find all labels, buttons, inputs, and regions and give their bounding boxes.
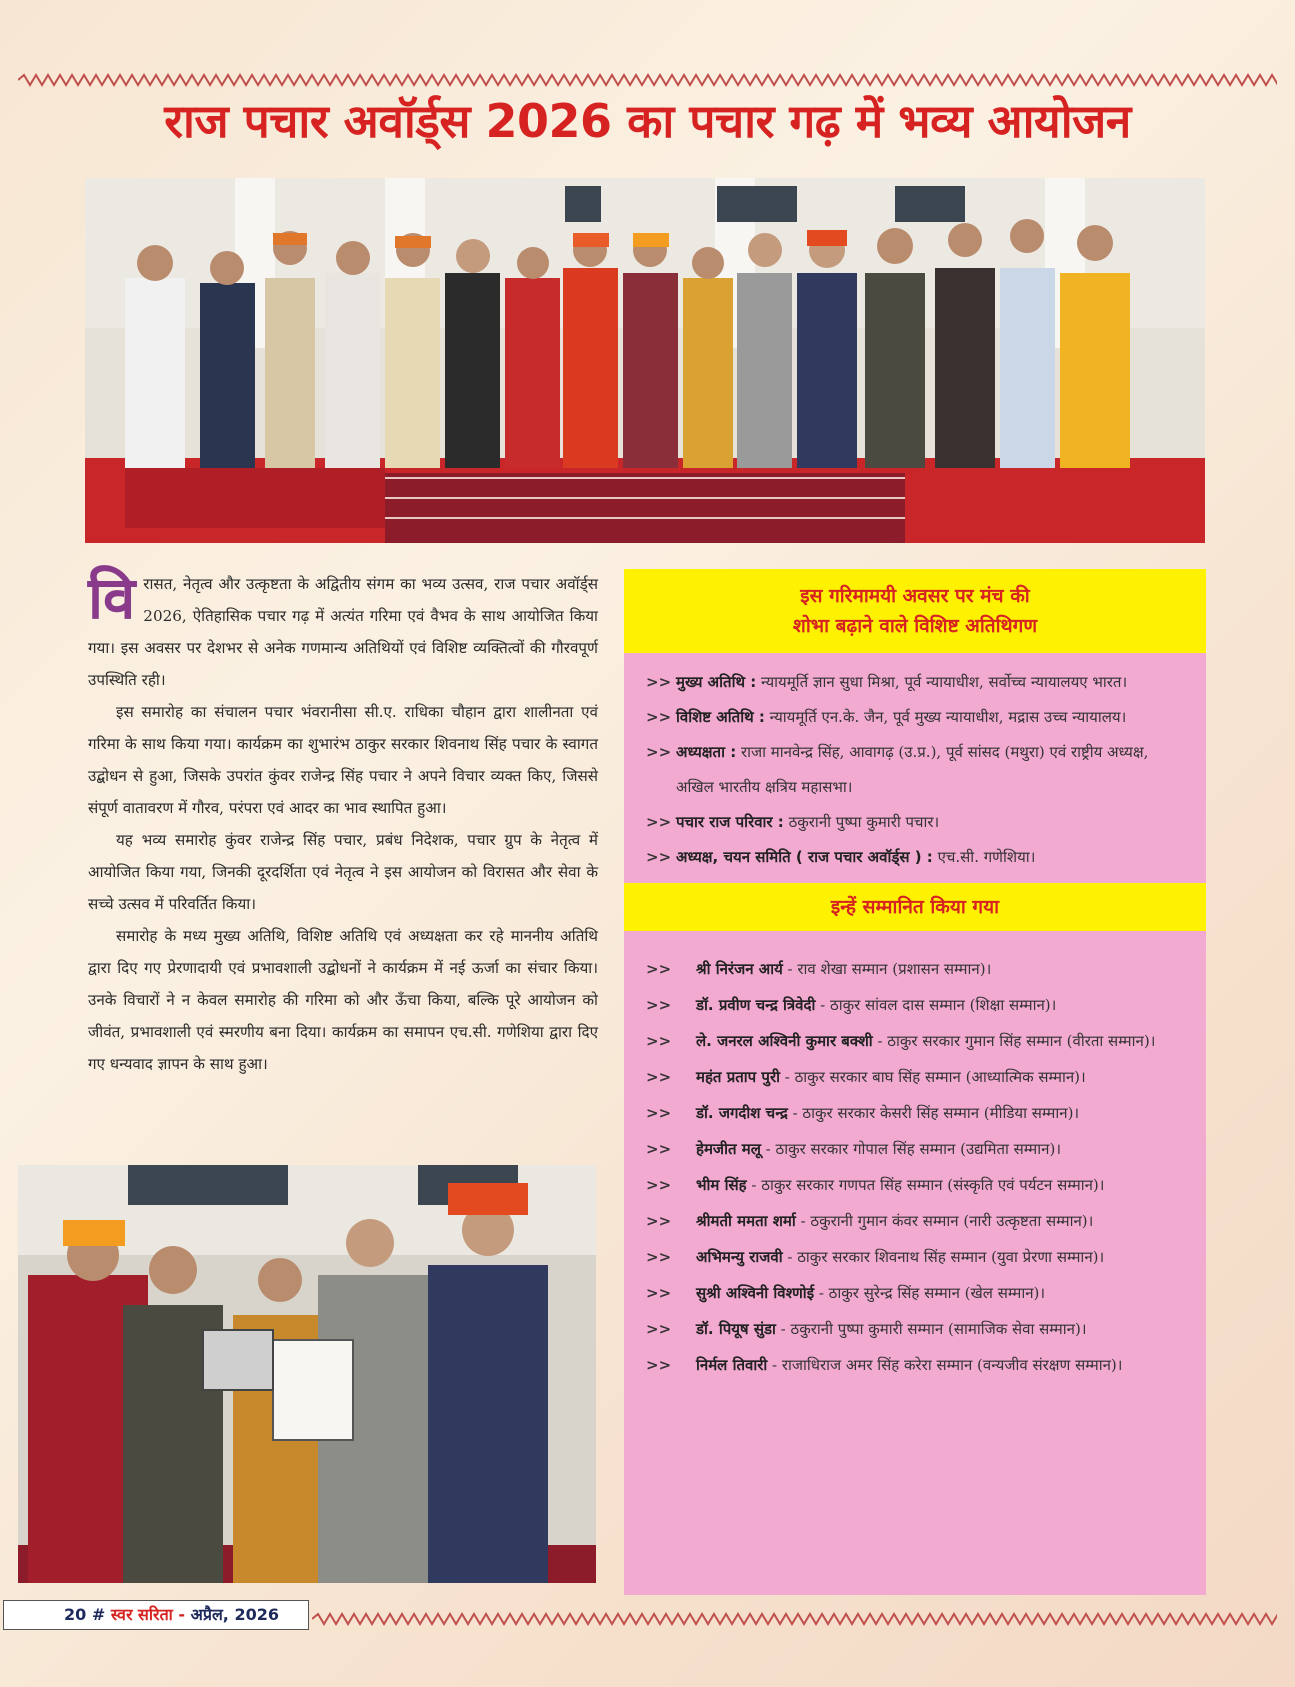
list-item: >> डॉ. प्रवीण चन्द्र त्रिवेदी - ठाकुर सांवल दास सम्मान (शिक्षा सम्मान)। [646,996,1057,1014]
issue-date: अप्रैल, 2026 [190,1605,279,1624]
article-paragraph-1: विरासत, नेतृत्व और उत्कृष्टता के अद्वितीय संगम का भव्य उत्सव, राज पचार अवॉर्ड्स 2026, ऐतिहासिक पचार गढ़ में अत्यंत गरिमा एवं वैभव के साथ आयोजित किया गया। इस अवसर पर देशभर से अनेक गणमान्य अतिथियों एवं विशिष्ट व्यक्तित्वों की गौरवपूर्ण उपस्थिति रही। [88,564,598,689]
article-paragraph-4: समारोह के मध्य मुख्य अतिथि, विशिष्ट अतिथि एवं अध्यक्षता कर रहे माननीय अतिथि द्वारा दिए गए प्रेरणादायी एवं प्रभावशाली उद्बोधनों ने कार्यक्रम में नई ऊर्जा का संचार किया। उनके विचारों ने न केवल समारोह की गरिमा को और ऊँचा किया, बल्कि पूरे आयोजन को जीवंत, प्रभावशाली एवं स्मरणीय बना दिया। कार्यक्रम का समापन एच.सी. गणेशिया द्वारा दिए गए धन्यवाद ज्ञापन के साथ हुआ। [88,927,598,1073]
list-item: >> महंत प्रताप पुरी - ठाकुर सरकार बाघ सिंह सम्मान (आध्यात्मिक सम्मान)। [646,1068,1086,1086]
article-paragraph-3: यह भव्य समारोह कुंवर राजेन्द्र सिंह पचार, प्रबंध निदेशक, पचार ग्रुप के नेतृत्व में आयोजित किया गया, जिनकी दूरदर्शिता एवं नेतृत्व ने इस आयोजन को विरासत और सेवा के सच्चे उत्सव में परिवर्तित किया। [88,831,598,913]
list-item: >> भीम सिंह - ठाकुर सरकार गणपत सिंह सम्मान (संस्कृति एवं पर्यटन सम्मान)। [646,1176,1105,1194]
honors-heading: इन्हें सम्मानित किया गया [624,883,1206,931]
page-headline: राज पचार अवॉर्ड्स 2026 का पचार गढ़ में भव्य आयोजन [164,94,1131,148]
list-item: >> मुख्य अतिथि : न्यायमूर्ति ज्ञान सुधा मिश्रा, पूर्व न्यायाधीश, सर्वोच्च न्यायालयए भारत। [646,673,1128,691]
article-body [88,564,598,1080]
award-ceremony-photo [18,1165,596,1583]
list-item: >> ले. जनरल अश्विनी कुमार बक्शी - ठाकुर सरकार गुमान सिंह सम्मान (वीरता सम्मान)। [646,1032,1156,1050]
list-item: >> अभिमन्यु राजवी - ठाकुर सरकार शिवनाथ सिंह सम्मान (युवा प्रेरणा सम्मान)। [646,1248,1105,1266]
list-item: >> विशिष्ट अतिथि : न्यायमूर्ति एन.के. जैन, पूर्व मुख्य न्यायाधीश, मद्रास उच्च न्यायालय। [646,708,1127,726]
list-item: >> श्री निरंजन आर्य - राव शेखा सम्मान (प्रशासन सम्मान)। [646,960,992,978]
list-item: >> हेमजीत मलू - ठाकुर सरकार गोपाल सिंह सम्मान (उद्यमिता सम्मान)। [646,1140,1062,1158]
honors-list [624,931,1206,1393]
article-paragraph-2: इस समारोह का संचालन पचार भंवरानीसा सी.ए. राधिका चौहान द्वारा शालीनता एवं गरिमा के साथ किया गया। कार्यक्रम का शुभारंभ ठाकुर सरकार शिवनाथ सिंह पचार के स्वागत उद्बोधन से हुआ, जिसके उपरांत कुंवर राजेन्द्र सिंह पचार ने अपने विचार व्यक्त किए, जिससे संपूर्ण वातावरण में गौरव, परंपरा एवं आदर का भाव स्थापित हुआ। [88,703,598,817]
list-item: >> डॉ. जगदीश चन्द्र - ठाकुर सरकार केसरी सिंह सम्मान (मीडिया सम्मान)। [646,1104,1080,1122]
list-item: >> अध्यक्ष, चयन समिति ( राज पचार अवॉर्ड्स ) : एच.सी. गणेशिया। [646,848,1036,866]
list-item: >> सुश्री अश्विनी विश्णोई - ठाकुर सुरेन्द्र सिंह सम्मान (खेल सम्मान)। [646,1284,1046,1302]
dropcap: वि [88,564,136,632]
wavy-divider-bottom [312,1612,1277,1626]
list-item: >> श्रीमती ममता शर्मा - ठकुरानी गुमान कंवर सम्मान (नारी उत्कृष्टता सम्मान)। [646,1212,1094,1230]
list-item: >> अध्यक्षता : राजा मानवेन्द्र सिंह, आवागढ़ (उ.प्र.), पूर्व सांसद (मथुरा) एवं राष्ट्रीय अध्यक्ष, अखिल भारतीय क्षत्रिय महासभा। [646,743,1149,796]
list-item: >> निर्मल तिवारी - राजाधिराज अमर सिंह करेरा सम्मान (वन्यजीव संरक्षण सम्मान)। [646,1356,1123,1374]
guests-list [624,653,1206,883]
list-item: >> पचार राज परिवार : ठकुरानी पुष्पा कुमारी पचार। [646,813,940,831]
guests-heading: इस गरिमामयी अवसर पर मंच की शोभा बढ़ाने वाले विशिष्ट अतिथिगण [624,569,1206,653]
page-footer: 20 # स्वर सरिता - अप्रैल, 2026 [3,1600,309,1630]
group-photo [85,178,1205,543]
wavy-divider-top [18,73,1277,87]
magazine-name: स्वर सरिता [110,1605,173,1624]
page-number: 20 # [64,1605,106,1624]
info-panel [624,569,1206,1595]
list-item: >> डॉ. पियूष सुंडा - ठकुरानी पुष्पा कुमारी सम्मान (सामाजिक सेवा सम्मान)। [646,1320,1087,1338]
